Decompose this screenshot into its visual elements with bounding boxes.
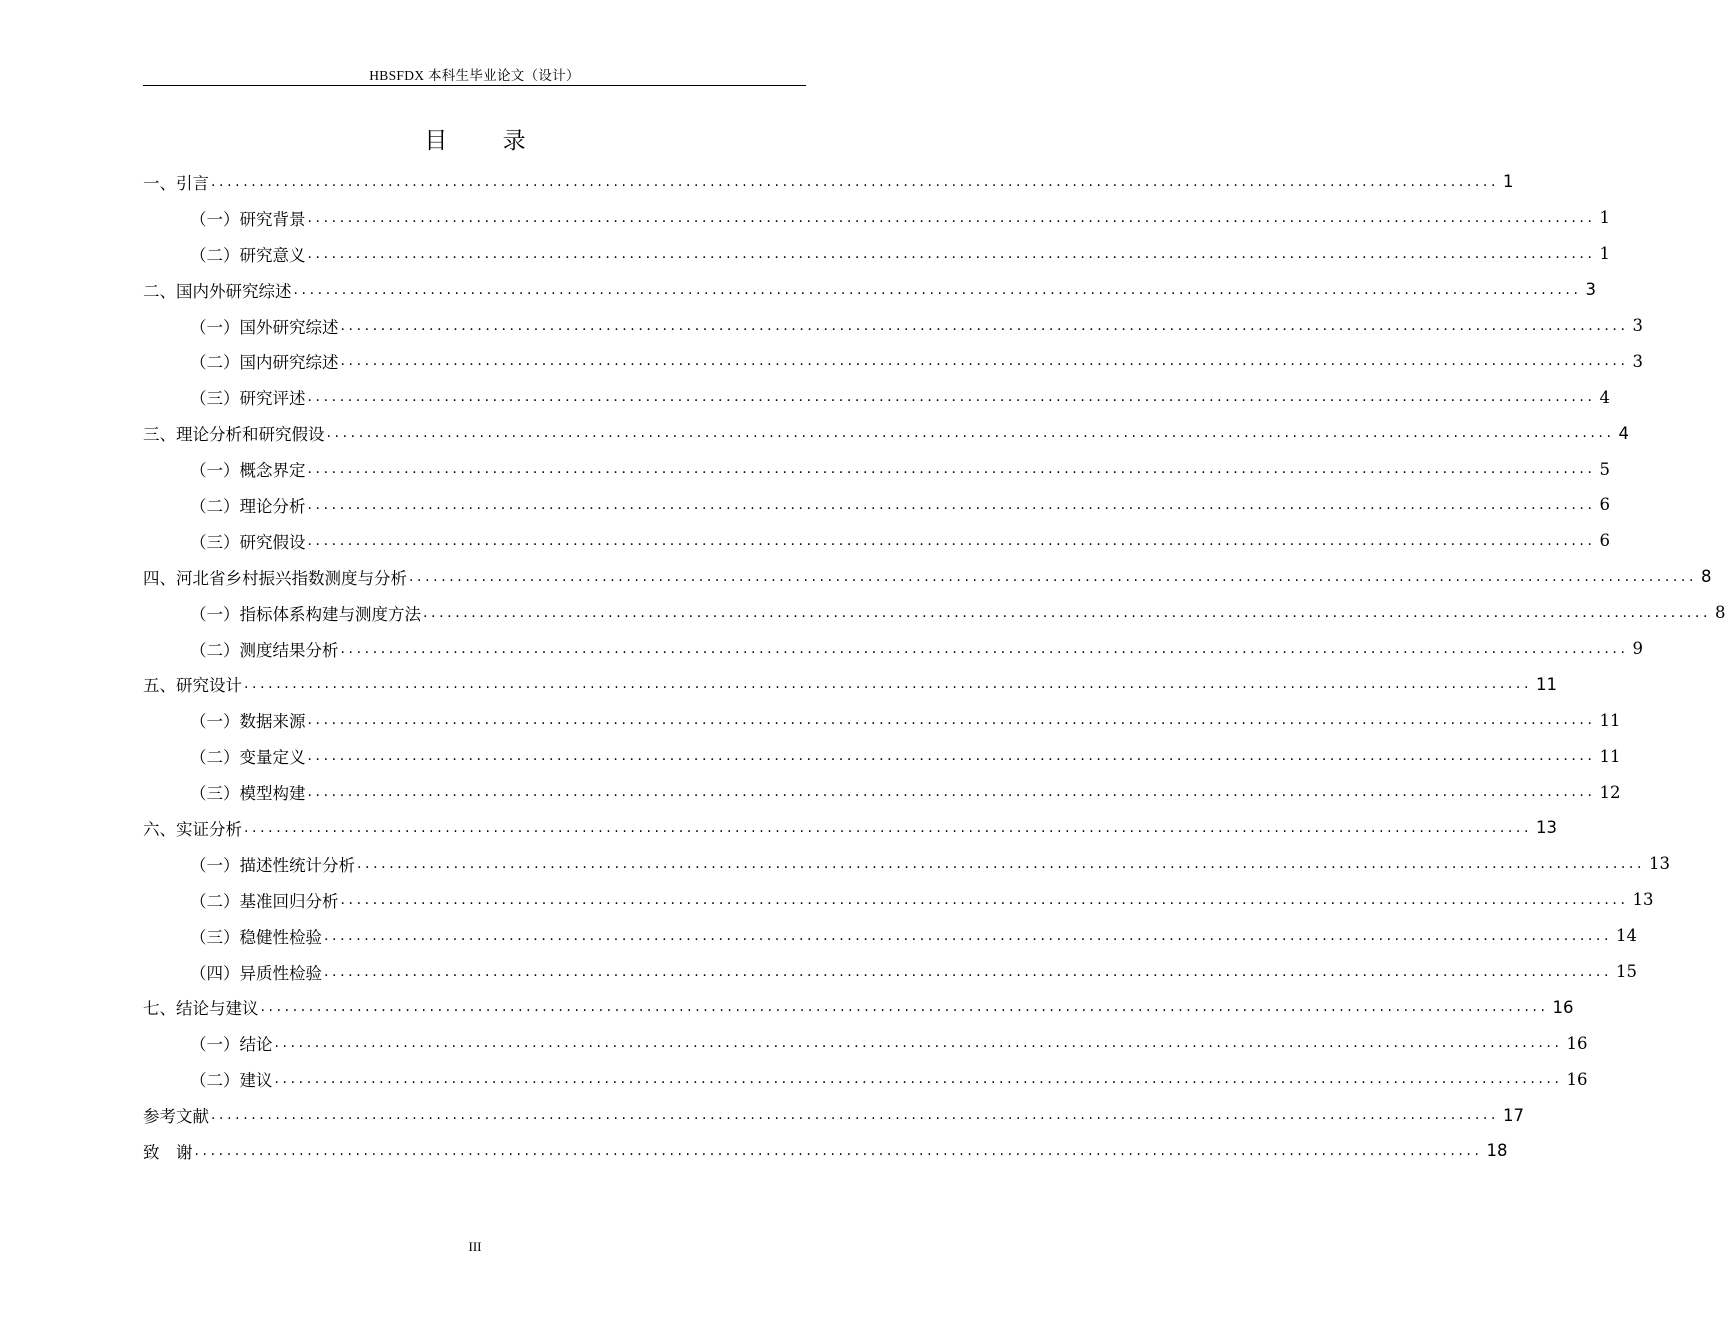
toc-entry-page: 1	[1599, 244, 1611, 264]
toc-entry[interactable]	[143, 343, 1644, 379]
toc-entry[interactable]	[143, 595, 1726, 631]
toc-entry-title: 稳健性检验	[239, 927, 322, 947]
toc-entry[interactable]	[143, 810, 1558, 846]
toc-entry-page: 3	[1632, 316, 1644, 335]
toc-entry-title: 实证分析	[176, 819, 242, 839]
toc-entry-page: 3	[1585, 280, 1597, 300]
toc-entry-number: （二）	[190, 1071, 240, 1091]
toc-entry-page: 16	[1552, 997, 1574, 1017]
toc-entry[interactable]	[143, 1133, 1508, 1169]
toc-entry-title: 研究假设	[239, 532, 306, 552]
toc-entry-number: （三）	[190, 389, 240, 409]
toc-entry-title: 变量定义	[239, 748, 306, 768]
toc-entry-page: 16	[1566, 1033, 1588, 1053]
toc-entry-page: 11	[1536, 674, 1558, 694]
toc-entry-page: 9	[1632, 639, 1644, 659]
toc-dot-leader: ................................................................................................................................................................	[307, 532, 1596, 549]
toc-entry-number: （三）	[190, 532, 240, 552]
toc-entry[interactable]	[143, 164, 1514, 200]
page-number: III	[468, 1239, 482, 1254]
toc-entry-number: （一）	[190, 1035, 240, 1055]
toc-dot-leader: ................................................................................................................................................................	[340, 891, 1629, 908]
toc-dot-leader: ................................................................................................................................................................	[423, 604, 1712, 621]
toc-entry-number: （三）	[190, 784, 240, 804]
toc-entry-title: 建议	[239, 1071, 273, 1091]
toc-dot-leader: ................................................................................................................................................................	[307, 496, 1596, 513]
toc-dot-leader: ................................................................................................................................................................	[211, 1107, 1500, 1124]
toc-entry[interactable]	[143, 415, 1630, 451]
toc-entry-title: 研究背景	[239, 209, 306, 229]
toc-entry-title: 研究评述	[239, 389, 306, 409]
toc-entry-title: 致 谢	[143, 1142, 193, 1162]
toc-entry-number: （一）	[190, 855, 240, 875]
toc-entry-page: 11	[1599, 710, 1621, 730]
toc-entry-number: （二）	[190, 353, 240, 373]
toc-entry-title: 基准回归分析	[239, 891, 339, 911]
toc-dot-leader: ................................................................................................................................................................	[307, 784, 1596, 801]
toc-entry-number: （四）	[190, 963, 240, 983]
toc-dot-leader: ................................................................................................................................................................	[274, 1035, 1563, 1052]
toc-entry[interactable]	[143, 774, 1621, 810]
toc-entry[interactable]	[143, 702, 1621, 738]
toc-entry[interactable]	[143, 523, 1611, 559]
toc-entry-number: 一、	[143, 173, 176, 193]
toc-entry-page: 4	[1618, 423, 1630, 443]
toc-dot-leader: ................................................................................................................................................................	[307, 461, 1596, 478]
toc-entry[interactable]	[143, 989, 1574, 1025]
toc-entry-title: 数据来源	[239, 712, 306, 732]
toc-entry[interactable]	[143, 631, 1644, 667]
toc-entry-page: 12	[1599, 782, 1621, 802]
toc-entry-page: 11	[1599, 746, 1621, 766]
toc-entry-page: 14	[1616, 926, 1638, 946]
toc-entry-title: 引言	[176, 173, 209, 193]
toc-entry[interactable]	[143, 882, 1654, 918]
toc-entry-title: 指标体系构建与测度方法	[239, 604, 421, 624]
toc-entry-page: 8	[1701, 567, 1712, 587]
toc-entry-number: （一）	[190, 317, 240, 337]
toc-dot-leader: ................................................................................................................................................................	[326, 425, 1615, 442]
toc-entry[interactable]	[143, 846, 1671, 882]
toc-entry-number: （二）	[190, 748, 240, 768]
toc-dot-leader: ................................................................................................................................................................	[194, 1142, 1483, 1159]
toc-entry-number: 五、	[143, 676, 176, 696]
toc-dot-leader: ................................................................................................................................................................	[244, 676, 1533, 693]
toc-title: 目 录	[424, 128, 550, 154]
running-header: HBSFDX 本科生毕业论文（设计）	[369, 68, 580, 83]
toc-entry-page: 6	[1599, 495, 1611, 515]
toc-dot-leader: ................................................................................................................................................................	[260, 999, 1549, 1016]
toc-entry-title: 国内外研究综述	[176, 281, 292, 301]
toc-dot-leader: ................................................................................................................................................................	[409, 568, 1698, 585]
toc-dot-leader: ................................................................................................................................................................	[307, 712, 1596, 729]
toc-entry-page: 5	[1599, 459, 1611, 479]
toc-entry-page: 13	[1632, 890, 1654, 910]
toc-entry-title: 参考文献	[143, 1107, 209, 1127]
toc-entry-title: 理论分析	[239, 496, 306, 516]
toc-entry[interactable]	[143, 308, 1644, 344]
toc-entry-title: 国内研究综述	[239, 353, 339, 373]
toc-dot-leader: ................................................................................................................................................................	[307, 209, 1596, 226]
toc-entry-title: 理论分析和研究假设	[176, 425, 325, 445]
toc-entry-page: 8	[1715, 603, 1726, 623]
toc-entry-title: 结论	[239, 1035, 273, 1055]
toc-entry[interactable]	[143, 666, 1558, 702]
toc-entry[interactable]	[143, 559, 1712, 595]
toc-entry-number: （三）	[190, 927, 240, 947]
toc-entry-page: 1	[1599, 208, 1611, 228]
toc-entry[interactable]	[143, 1025, 1588, 1061]
toc-entry[interactable]	[143, 451, 1611, 487]
toc-dot-leader: ................................................................................................................................................................	[293, 281, 1582, 298]
toc-entry[interactable]	[143, 954, 1638, 990]
toc-entry-title: 研究设计	[176, 676, 242, 696]
table-of-contents	[143, 164, 1726, 1169]
toc-entry-title: 河北省乡村振兴指数测度与分析	[176, 568, 407, 588]
toc-dot-leader: ................................................................................................................................................................	[211, 173, 1500, 190]
toc-entry-page: 6	[1599, 531, 1611, 551]
toc-dot-leader: ................................................................................................................................................................	[244, 819, 1533, 836]
toc-entry-page: 3	[1632, 351, 1644, 371]
toc-entry-title: 国外研究综述	[239, 317, 339, 337]
toc-dot-leader: ................................................................................................................................................................	[324, 963, 1613, 980]
toc-dot-leader: ................................................................................................................................................................	[324, 927, 1613, 944]
toc-entry-number: 六、	[143, 819, 176, 839]
toc-entry-page: 13	[1536, 818, 1558, 838]
toc-entry-number: （二）	[190, 496, 240, 516]
toc-dot-leader: ................................................................................................................................................................	[340, 353, 1629, 370]
toc-entry-number: 四、	[143, 568, 176, 588]
toc-dot-leader: ................................................................................................................................................................	[274, 1071, 1563, 1088]
toc-entry-page: 13	[1649, 854, 1671, 874]
toc-entry-number: （二）	[190, 245, 240, 265]
toc-entry[interactable]	[143, 487, 1611, 523]
toc-entry-title: 描述性统计分析	[239, 855, 355, 875]
toc-entry-page: 1	[1503, 172, 1514, 192]
toc-dot-leader: ................................................................................................................................................................	[307, 389, 1596, 406]
toc-entry-number: （一）	[190, 209, 240, 229]
toc-entry-number: 七、	[143, 999, 176, 1019]
toc-dot-leader: ................................................................................................................................................................	[307, 748, 1596, 765]
toc-entry-page: 17	[1503, 1105, 1525, 1125]
toc-entry-page: 18	[1486, 1141, 1508, 1161]
toc-dot-leader: ................................................................................................................................................................	[340, 640, 1629, 657]
toc-dot-leader: ................................................................................................................................................................	[340, 317, 1629, 334]
toc-entry-title: 测度结果分析	[239, 640, 339, 660]
toc-entry-page: 4	[1599, 387, 1611, 407]
header-rule	[143, 85, 806, 86]
toc-entry-title: 模型构建	[239, 784, 306, 804]
toc-entry[interactable]	[143, 1061, 1588, 1097]
toc-entry[interactable]	[143, 236, 1611, 272]
toc-entry-number: （二）	[190, 891, 240, 911]
toc-dot-leader: ................................................................................................................................................................	[307, 245, 1596, 262]
toc-entry[interactable]	[143, 918, 1638, 954]
toc-entry-number: 三、	[143, 425, 176, 445]
toc-entry-page: 16	[1566, 1069, 1588, 1089]
toc-entry-number: 二、	[143, 281, 176, 301]
toc-entry[interactable]	[143, 1097, 1525, 1133]
toc-entry[interactable]	[143, 379, 1611, 415]
toc-entry-title: 概念界定	[239, 461, 306, 481]
toc-entry-number: （一）	[190, 712, 240, 732]
toc-entry-number: （一）	[190, 461, 240, 481]
toc-entry-title: 研究意义	[239, 245, 306, 265]
toc-entry[interactable]	[143, 272, 1597, 308]
toc-entry-page: 15	[1616, 962, 1638, 982]
toc-entry-number: （二）	[190, 640, 240, 660]
toc-entry[interactable]	[143, 738, 1621, 774]
toc-dot-leader: ................................................................................................................................................................	[357, 855, 1646, 872]
toc-entry[interactable]	[143, 200, 1611, 236]
toc-entry-title: 结论与建议	[176, 999, 259, 1019]
toc-entry-number: （一）	[190, 604, 240, 624]
toc-entry-title: 异质性检验	[239, 963, 322, 983]
